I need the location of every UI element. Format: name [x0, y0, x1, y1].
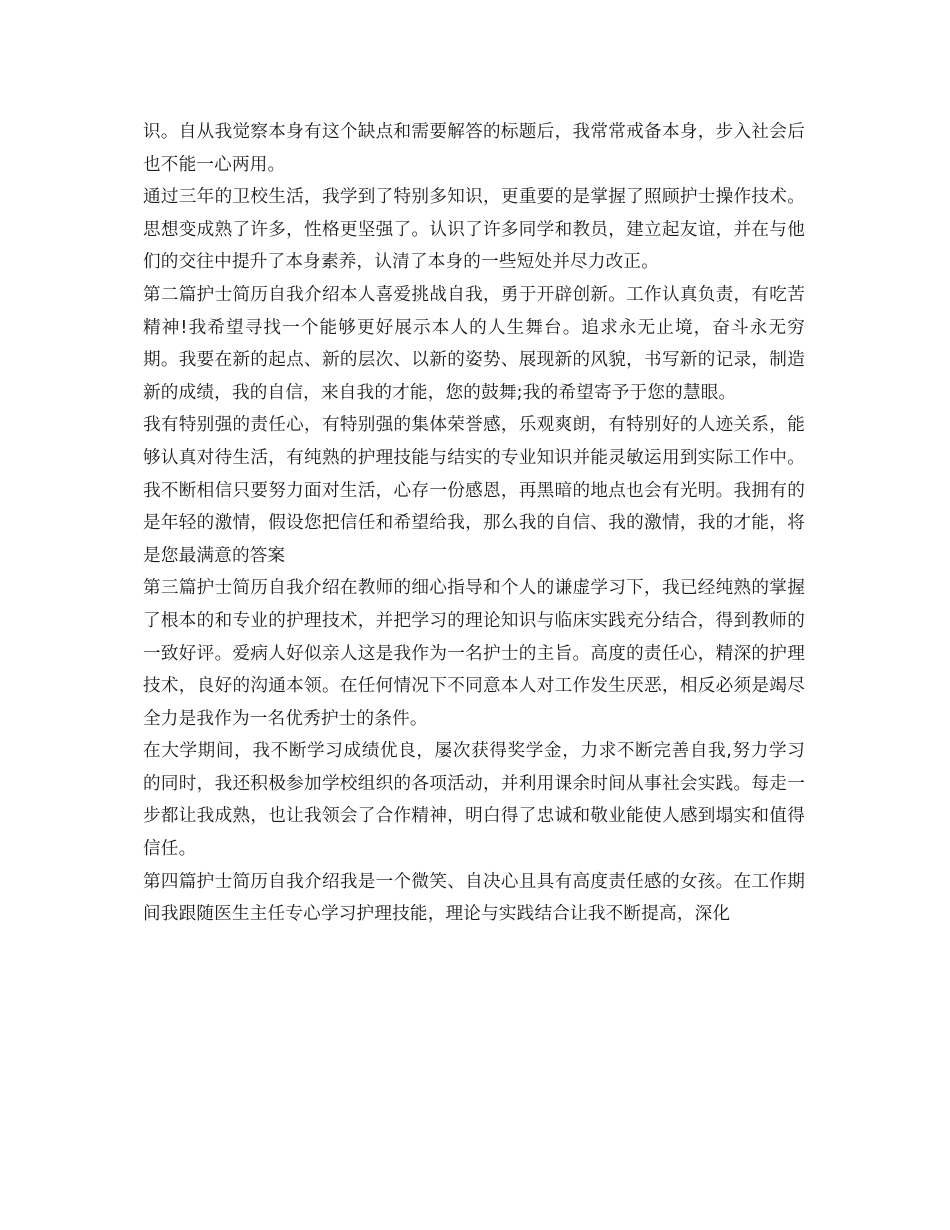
paragraph-6: 在大学期间，我不断学习成绩优良，屡次获得奖学金，力求不断完善自我,努力学习的同时，我还积极参加学校组织的各项活动，并利用课余时间从事社会实践。每走一步都让我成熟，也让我领会了合作精神，明白得了忠诚和敬业能使人感到塌实和值得信任。: [143, 741, 805, 860]
paragraph-7: 第四篇护士简历自我介绍我是一个微笑、自决心且具有高度责任感的女孩。在工作期间我跟随医生主任专心学习护理技能，理论与实践结合让我不断提高，深化: [143, 871, 805, 925]
document-body: [143, 116, 805, 931]
paragraph-5: 第三篇护士简历自我介绍在教师的细心指导和个人的谦虚学习下，我已经纯熟的掌握了根本的和专业的护理技术，并把学习的理论知识与临床实践充分结合，得到教师的一致好评。爱病人好似亲人这是我作为一名护士的主旨。高度的责任心，精深的护理技术，良好的沟通本领。在任何情况下不同意本人对工作发生厌恶，相反必须是竭尽全力是我作为一名优秀护士的条件。: [143, 578, 805, 729]
paragraph-2: 通过三年的卫校生活，我学到了特别多知识，更重要的是掌握了照顾护士操作技术。思想变成熟了许多，性格更坚强了。认识了许多同学和教员，建立起友谊，并在与他们的交往中提升了本身素养，认清了本身的一些短处并尽力改正。: [143, 187, 805, 273]
paragraph-3: 第二篇护士简历自我介绍本人喜爱挑战自我，勇于开辟创新。工作认真负责，有吃苦精神!我希望寻找一个能够更好展示本人的人生舞台。追求永无止境，奋斗永无穷期。我要在新的起点、新的层次、以新的姿势、展现新的风貌，书写新的记录，制造新的成绩，我的自信，来自我的才能，您的鼓舞;我的希望寄予于您的慧眼。: [143, 284, 805, 403]
paragraph-4: 我有特别强的责任心，有特别强的集体荣誉感，乐观爽朗，有特别好的人迹关系，能够认真对待生活，有纯熟的护理技能与结实的专业知识并能灵敏运用到实际工作中。我不断相信只要努力面对生活，心存一份感恩，再黑暗的地点也会有光明。我拥有的是年轻的激情，假设您把信任和希望给我，那么我的自信、我的激情，我的才能，将是您最满意的答案: [143, 415, 805, 566]
paragraph-1: 识。自从我觉察本身有这个缺点和需要解答的标题后，我常常戒备本身，步入社会后也不能一心两用。: [143, 122, 805, 175]
